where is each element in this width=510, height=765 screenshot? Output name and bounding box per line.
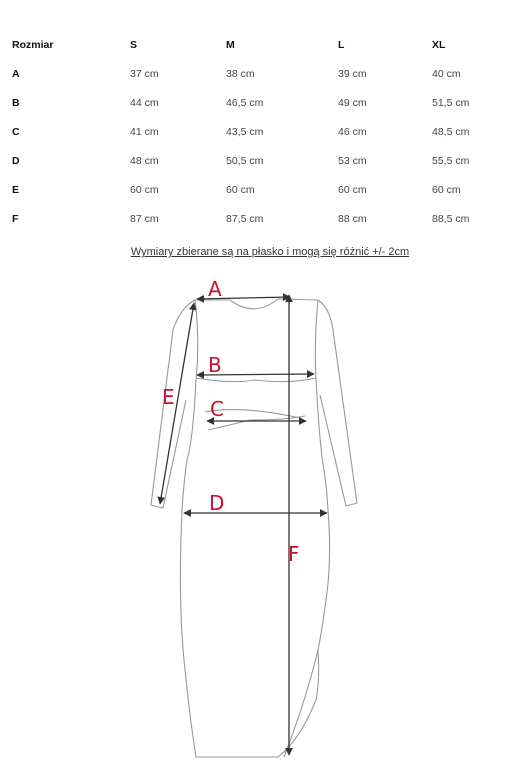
cell-l: 39 cm [338, 67, 367, 80]
measurement-arrows [160, 295, 327, 755]
dress-outline [151, 299, 357, 757]
label-b: B [208, 353, 222, 377]
label-f: F [288, 542, 300, 566]
cell-l: 53 cm [338, 154, 367, 167]
row-label: D [12, 154, 20, 167]
table-header-row [0, 30, 510, 59]
cell-m: 50,5 cm [226, 154, 264, 167]
table-row-e [0, 175, 510, 204]
label-d: D [209, 491, 225, 515]
cell-s: 87 cm [130, 212, 159, 225]
cell-xl: 40 cm [432, 67, 461, 80]
row-label: F [12, 212, 19, 225]
table-row-a [0, 59, 510, 88]
table-row-f [0, 204, 510, 233]
table-row-b [0, 88, 510, 117]
cell-xl: 55,5 cm [432, 154, 470, 167]
cell-l: 49 cm [338, 96, 367, 109]
cell-l: 46 cm [338, 125, 367, 138]
label-c: C [210, 397, 224, 421]
cell-m: 60 cm [226, 183, 255, 196]
cell-s: 41 cm [130, 125, 159, 138]
label-a: A [208, 277, 222, 301]
row-label: B [12, 96, 20, 109]
cell-s: 37 cm [130, 67, 159, 80]
cell-m: 46,5 cm [226, 96, 264, 109]
measurement-note: Wymiary zbierane są na płasko i mogą się różnić +/- 2cm [130, 246, 410, 258]
cell-s: 44 cm [130, 96, 159, 109]
row-label: A [12, 67, 20, 80]
size-table [0, 30, 510, 233]
cell-m: 87,5 cm [226, 212, 264, 225]
header-l: L [338, 38, 345, 51]
cell-s: 60 cm [130, 183, 159, 196]
row-label: C [12, 125, 20, 138]
cell-l: 88 cm [338, 212, 367, 225]
header-s: S [130, 38, 138, 51]
dress-measurement-diagram [0, 268, 510, 765]
header-m: M [226, 38, 235, 51]
row-label: E [12, 183, 20, 196]
header-rozmiar: Rozmiar [12, 38, 54, 51]
label-e: E [162, 385, 175, 409]
table-row-c [0, 117, 510, 146]
header-xl: XL [432, 38, 446, 51]
cell-s: 48 cm [130, 154, 159, 167]
cell-xl: 88,5 cm [432, 212, 470, 225]
cell-l: 60 cm [338, 183, 367, 196]
table-row-d [0, 146, 510, 175]
cell-m: 43,5 cm [226, 125, 264, 138]
cell-m: 38 cm [226, 67, 255, 80]
cell-xl: 60 cm [432, 183, 461, 196]
cell-xl: 51,5 cm [432, 96, 470, 109]
cell-xl: 48,5 cm [432, 125, 470, 138]
